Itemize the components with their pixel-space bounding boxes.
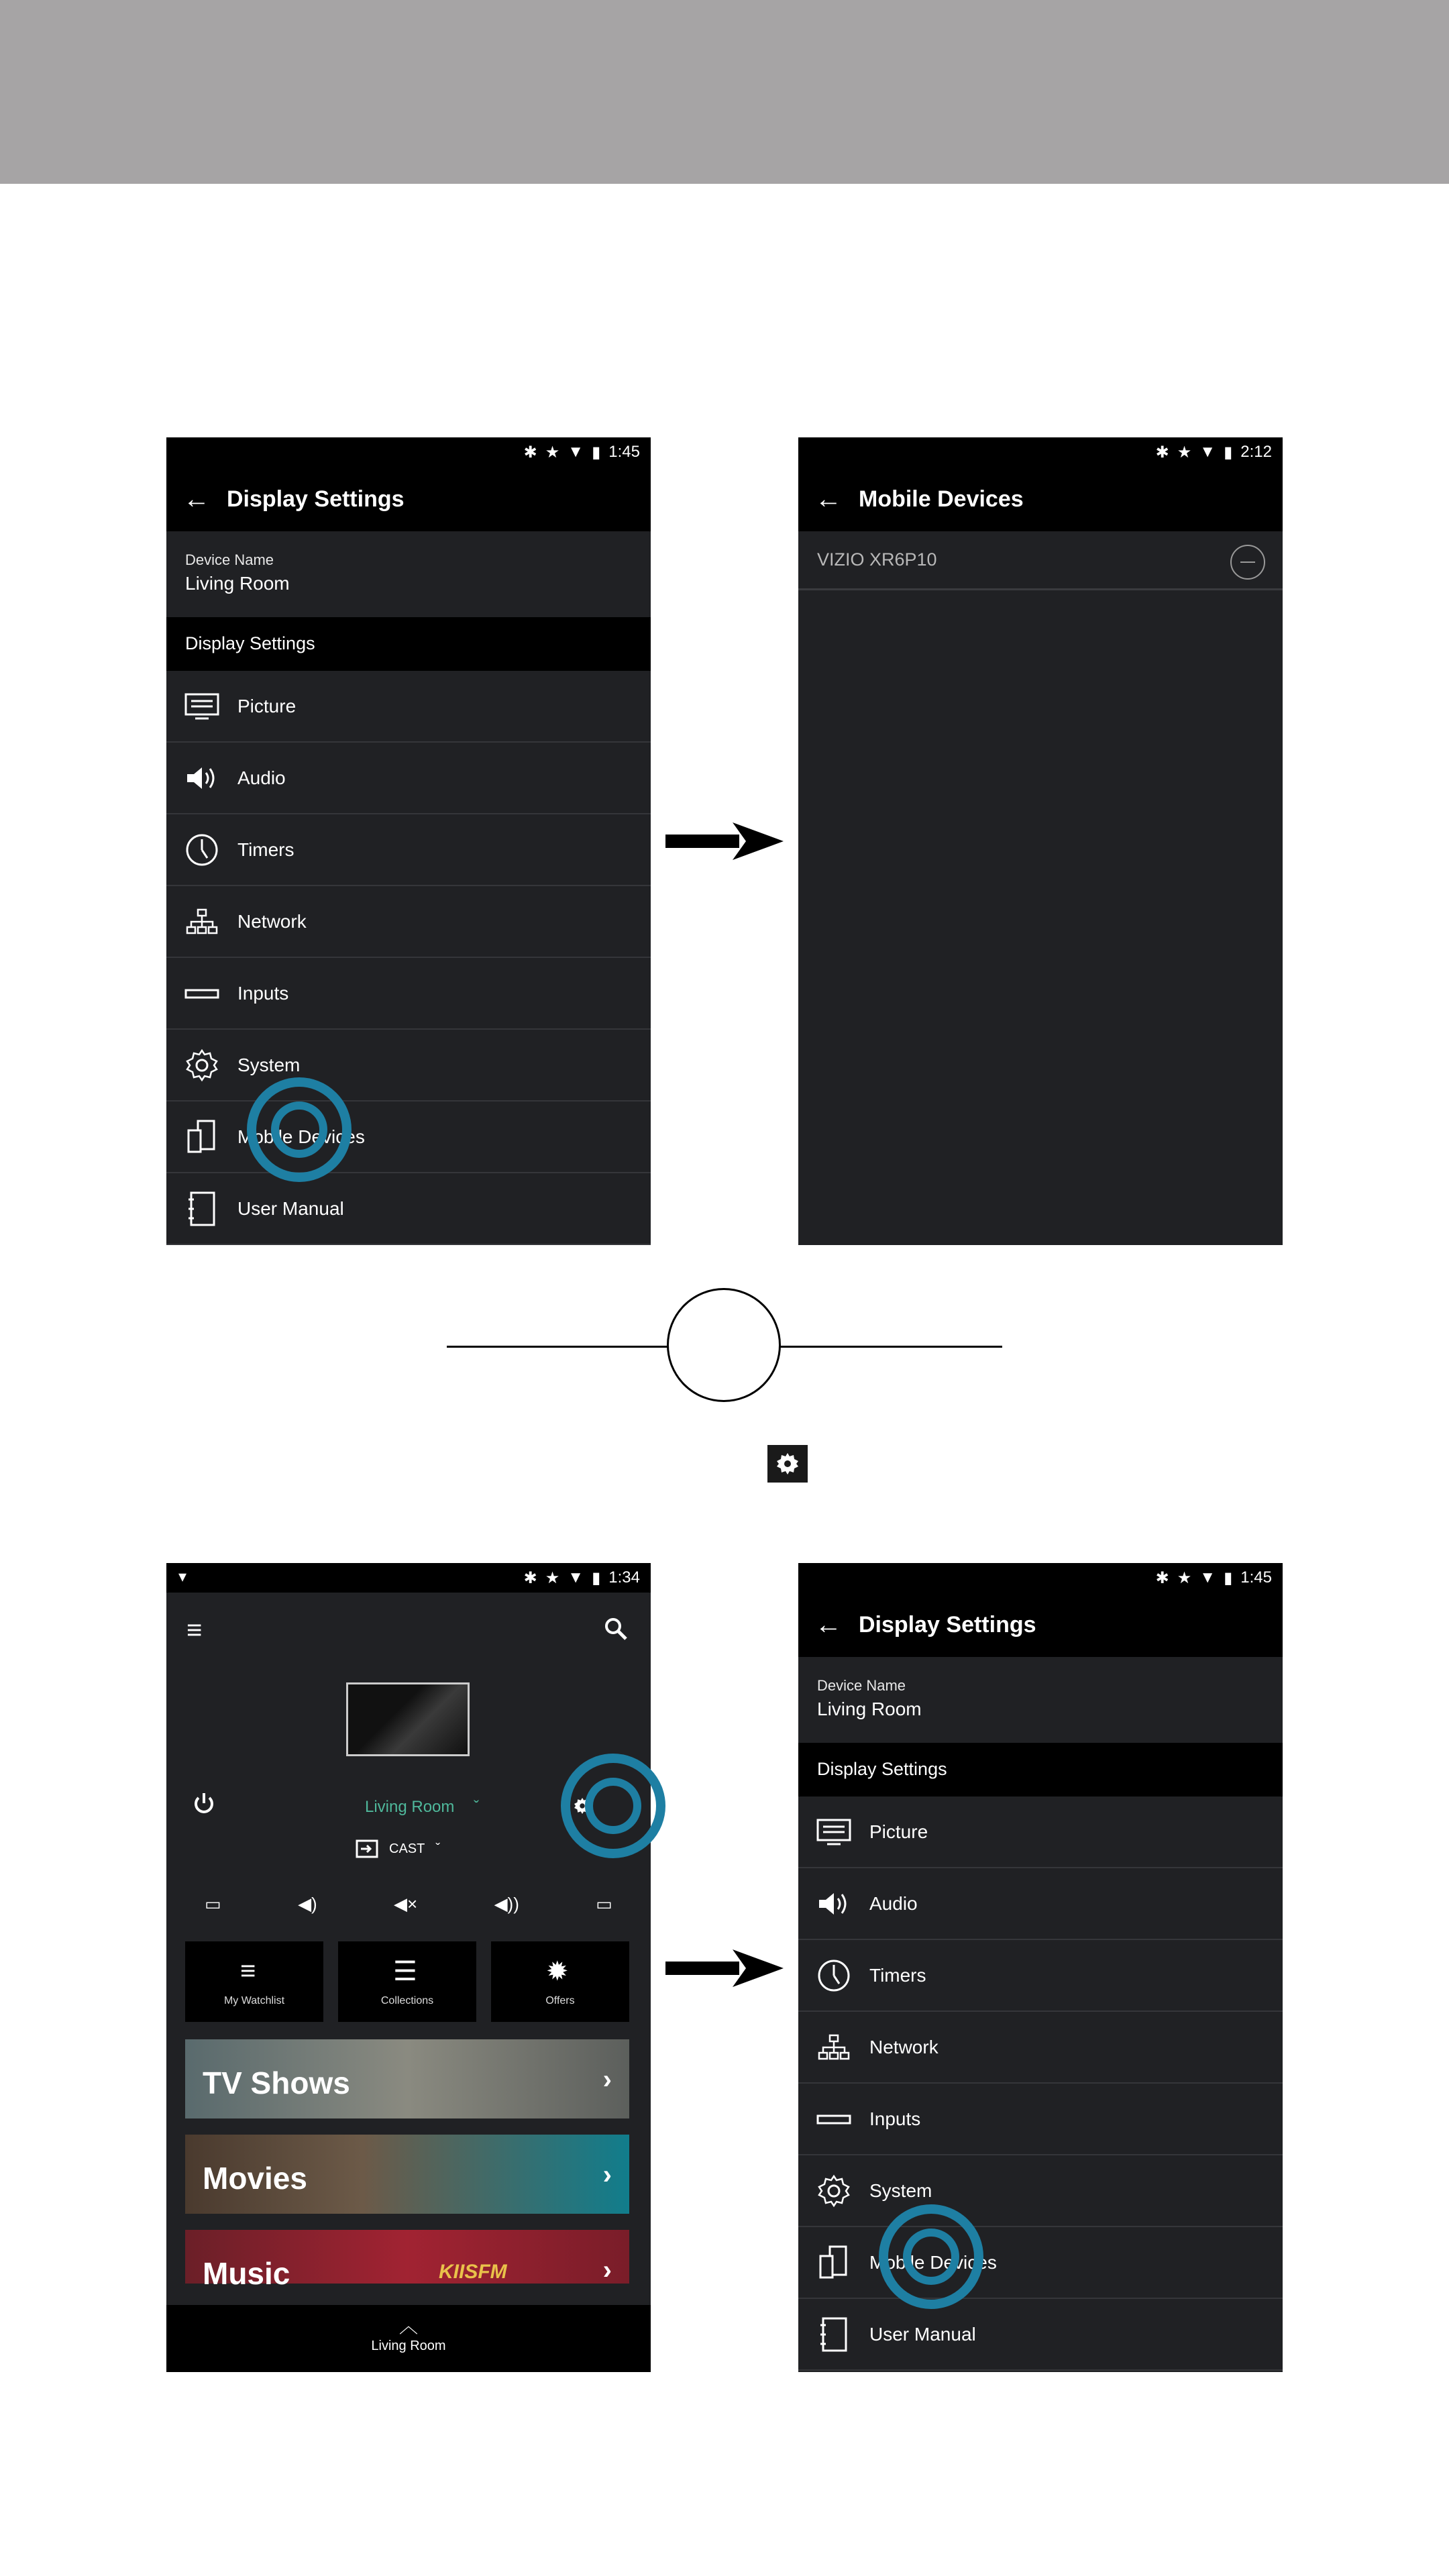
menu-item-system[interactable]	[798, 2155, 1283, 2227]
star-icon: ★	[545, 1568, 560, 1587]
back-arrow-icon[interactable]: ←	[815, 484, 842, 514]
page-title: Display Settings	[227, 486, 405, 512]
offers-icon: ✹	[546, 1957, 569, 1986]
app-toolbar	[166, 467, 651, 531]
mute-icon[interactable]: ◀×	[394, 1893, 418, 1914]
back-arrow-icon[interactable]: ←	[815, 1609, 842, 1640]
menu-item-audio[interactable]	[166, 743, 651, 814]
tv-selector[interactable]	[365, 1798, 479, 1817]
input-icon	[166, 975, 237, 1012]
tile-my-watchlist[interactable]	[185, 1941, 323, 2022]
device-name: VIZIO XR6P10	[817, 549, 937, 570]
tap-indicator	[247, 1077, 352, 1182]
network-icon	[166, 903, 237, 941]
section-header: Display Settings	[798, 1743, 1283, 1796]
device-name-label: Device Name	[185, 551, 274, 568]
menu-item-label: Network	[237, 910, 307, 932]
menu-item-timers[interactable]	[798, 1940, 1283, 2012]
status-bar	[798, 1563, 1283, 1593]
speaker-icon	[798, 1885, 869, 1923]
menu-item-label: Mobile Devices	[869, 2251, 997, 2273]
banner-label: Movies	[203, 2161, 307, 2196]
menu-item-label: Audio	[869, 1892, 918, 1914]
device-name-label: Device Name	[817, 1677, 906, 1694]
banner-logo: KIISFM	[439, 2261, 507, 2283]
hamburger-menu-icon[interactable]: ≡	[186, 1615, 203, 1645]
tap-indicator	[561, 1754, 665, 1858]
menu-item-label: Mobile Devices	[237, 1126, 365, 1147]
wifi-icon: ▼	[1199, 1568, 1216, 1587]
clock-icon	[798, 1957, 869, 1994]
picture-icon	[798, 1813, 869, 1851]
volume-up-icon[interactable]: ◀))	[494, 1893, 519, 1914]
input-icon	[356, 1839, 378, 1858]
remote-controls-row	[166, 1890, 651, 1917]
clock-icon	[166, 831, 237, 869]
gear-icon	[798, 2172, 869, 2210]
menu-item-label: Audio	[237, 767, 286, 788]
speaker-icon	[166, 759, 237, 797]
menu-item-system[interactable]	[166, 1030, 651, 1102]
menu-item-timers[interactable]	[166, 814, 651, 886]
cast-selector[interactable]	[356, 1839, 440, 1858]
status-time: 1:45	[1240, 1568, 1272, 1587]
wifi-icon: ▼	[568, 443, 584, 461]
menu-item-label: Picture	[869, 1821, 928, 1842]
device-name-value: Living Room	[817, 1699, 922, 1719]
menu-item-label: Timers	[869, 1964, 926, 1986]
pic-icon[interactable]: ▭	[596, 1893, 612, 1914]
bluetooth-icon: ✱	[523, 443, 537, 462]
menu-item-label: System	[237, 1054, 301, 1075]
collections-icon: ☰	[393, 1957, 417, 1986]
page-title: Mobile Devices	[859, 486, 1024, 512]
bottom-bar[interactable]	[166, 2305, 651, 2372]
header-band	[0, 0, 1449, 184]
menu-item-label: Picture	[237, 695, 297, 716]
battery-icon: ▮	[1224, 443, 1233, 462]
picture-icon	[166, 688, 237, 725]
chevron-down-icon: ˇ	[474, 1798, 480, 1816]
tap-indicator	[879, 2204, 983, 2309]
star-icon: ★	[1177, 443, 1192, 462]
remove-device-icon[interactable]	[1230, 545, 1265, 580]
app-toolbar	[798, 1593, 1283, 1657]
banner-label: TV Shows	[203, 2065, 350, 2100]
status-time: 1:45	[608, 443, 640, 461]
step-circle	[667, 1288, 781, 1402]
gear-icon	[767, 1445, 808, 1483]
manual-icon	[166, 1190, 237, 1228]
star-icon: ★	[1177, 1568, 1192, 1587]
bottom-tv-name: Living Room	[371, 2339, 446, 2353]
manual-icon	[798, 2316, 869, 2353]
tile-label: Offers	[545, 1995, 575, 2006]
status-bar	[166, 437, 651, 467]
banner-tv-shows[interactable]	[185, 2039, 629, 2118]
battery-icon: ▮	[592, 1568, 601, 1587]
gear-icon	[166, 1046, 237, 1084]
chevron-up-icon: ︿	[398, 2316, 418, 2337]
section-header: Display Settings	[166, 617, 651, 671]
status-time: 1:34	[608, 1568, 640, 1587]
banner-label: Music	[203, 2256, 290, 2291]
screenshot-remote-home	[166, 1563, 651, 2372]
tile-label: Collections	[380, 1995, 434, 2006]
menu-item-label: Network	[869, 2036, 938, 2057]
right-arrow-icon	[665, 1948, 786, 1988]
device-name-value: Living Room	[185, 573, 290, 594]
battery-icon: ▮	[592, 443, 601, 462]
wifi-icon: ▾	[178, 1568, 187, 1586]
screenshot-display-settings-top	[166, 437, 651, 1245]
menu-item-label: User Manual	[869, 2323, 976, 2345]
menu-item-user-manual[interactable]	[166, 1173, 651, 1245]
menu-item-network[interactable]	[166, 886, 651, 958]
tv-illustration	[346, 1682, 470, 1756]
bluetooth-icon: ✱	[1155, 443, 1169, 462]
mobile-devices-icon	[798, 2244, 869, 2282]
right-arrow-icon	[665, 821, 786, 861]
tile-label: My Watchlist	[223, 1995, 285, 2006]
network-icon	[798, 2029, 869, 2066]
tile-collections[interactable]	[338, 1941, 476, 2022]
screenshot-display-settings-bottom	[798, 1563, 1283, 2372]
device-name-row[interactable]	[166, 531, 651, 617]
search-icon[interactable]	[602, 1615, 629, 1646]
chevron-right-icon: ›	[602, 2160, 612, 2190]
banner-music[interactable]	[185, 2230, 629, 2291]
menu-item-mobile-devices[interactable]	[166, 1102, 651, 1173]
aspect-ratio-icon[interactable]: ▭	[205, 1893, 221, 1914]
battery-icon: ▮	[1224, 1568, 1233, 1587]
input-icon	[798, 2100, 869, 2138]
mobile-devices-icon	[166, 1118, 237, 1156]
tile-offers[interactable]	[491, 1941, 629, 2022]
paired-device-row[interactable]	[798, 531, 1283, 590]
menu-item-label: Inputs	[869, 2108, 921, 2129]
status-time: 2:12	[1240, 443, 1272, 461]
chevron-right-icon: ›	[602, 2255, 612, 2285]
volume-down-icon[interactable]: ◀)	[298, 1893, 317, 1914]
menu-item-label: System	[869, 2180, 932, 2201]
screenshot-mobile-devices	[798, 437, 1283, 1245]
menu-item-network[interactable]	[798, 2012, 1283, 2084]
back-arrow-icon[interactable]: ←	[183, 484, 210, 514]
menu-item-inputs[interactable]	[798, 2084, 1283, 2155]
watchlist-icon: ≡	[240, 1956, 256, 1986]
app-toolbar	[798, 467, 1283, 531]
bluetooth-icon: ✱	[1155, 1568, 1169, 1587]
menu-item-picture[interactable]	[166, 671, 651, 743]
menu-item-label: Inputs	[237, 982, 289, 1004]
chevron-down-icon: ˇ	[435, 1841, 441, 1856]
banner-movies[interactable]	[185, 2135, 629, 2214]
page-title: Display Settings	[859, 1611, 1036, 1638]
wifi-icon: ▼	[568, 1568, 584, 1587]
menu-item-label: Timers	[237, 839, 294, 860]
settings-menu	[798, 1796, 1283, 2371]
star-icon: ★	[545, 443, 560, 462]
device-name-row[interactable]	[798, 1657, 1283, 1743]
menu-item-mobile-devices[interactable]	[798, 2227, 1283, 2299]
menu-item-label: User Manual	[237, 1197, 344, 1219]
status-bar	[798, 437, 1283, 467]
bluetooth-icon: ✱	[523, 1568, 537, 1587]
menu-item-audio[interactable]	[798, 1868, 1283, 1940]
chevron-right-icon: ›	[602, 2065, 612, 2094]
menu-item-picture[interactable]	[798, 1796, 1283, 1868]
power-icon[interactable]	[191, 1790, 217, 1820]
settings-menu	[166, 671, 651, 1245]
status-bar	[166, 1563, 651, 1593]
menu-item-user-manual[interactable]	[798, 2299, 1283, 2371]
cast-label: CAST	[389, 1841, 425, 1856]
wifi-icon: ▼	[1199, 443, 1216, 461]
menu-item-inputs[interactable]	[166, 958, 651, 1030]
tv-name: Living Room	[365, 1798, 455, 1816]
